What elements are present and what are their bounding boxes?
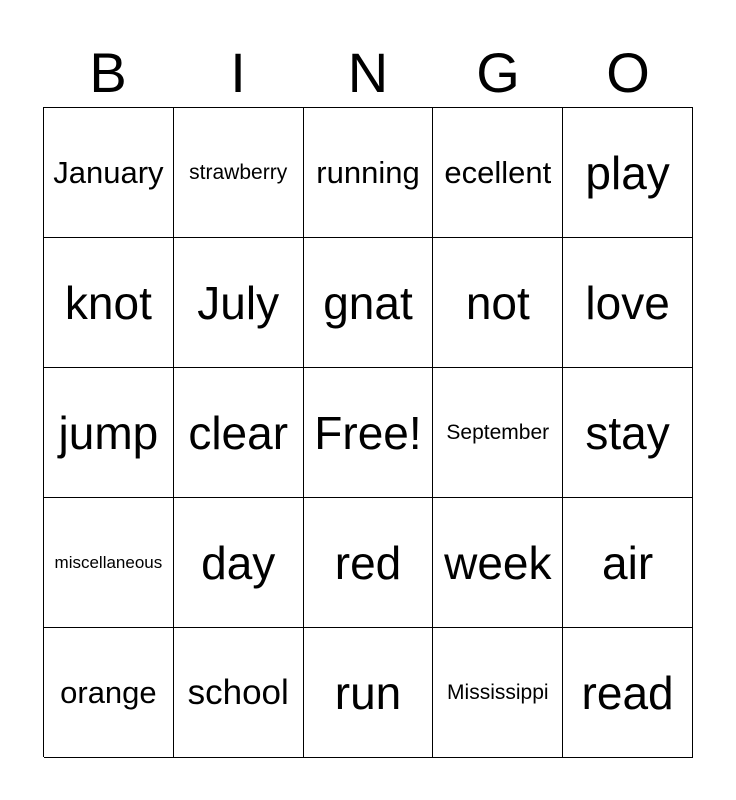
board-row-3 bbox=[44, 368, 693, 498]
bingo-cell[interactable]: gnat bbox=[304, 238, 434, 368]
bingo-cell[interactable]: ecellent bbox=[433, 108, 563, 238]
bingo-cell[interactable]: play bbox=[563, 108, 693, 238]
board-row-2 bbox=[44, 238, 693, 368]
bingo-board bbox=[43, 107, 693, 757]
bingo-cell[interactable]: strawberry bbox=[174, 108, 304, 238]
bingo-cell[interactable]: clear bbox=[174, 368, 304, 498]
bingo-cell[interactable]: read bbox=[563, 628, 693, 758]
bingo-cell[interactable]: miscellaneous bbox=[44, 498, 174, 628]
bingo-cell[interactable]: love bbox=[563, 238, 693, 368]
bingo-cell[interactable]: week bbox=[433, 498, 563, 628]
board-row-5 bbox=[44, 628, 693, 758]
board-row-4 bbox=[44, 498, 693, 628]
header-letter-n: N bbox=[347, 41, 389, 104]
bingo-cell[interactable]: Mississippi bbox=[433, 628, 563, 758]
bingo-cell[interactable]: stay bbox=[563, 368, 693, 498]
header-letter-b: B bbox=[89, 41, 127, 104]
bingo-header bbox=[43, 40, 693, 106]
bingo-cell[interactable]: running bbox=[304, 108, 434, 238]
bingo-cell[interactable]: red bbox=[304, 498, 434, 628]
header-letter-o: O bbox=[606, 41, 650, 104]
bingo-cell[interactable]: September bbox=[433, 368, 563, 498]
bingo-cell[interactable]: orange bbox=[44, 628, 174, 758]
bingo-cell[interactable]: day bbox=[174, 498, 304, 628]
bingo-cell[interactable]: January bbox=[44, 108, 174, 238]
bingo-cell[interactable]: jump bbox=[44, 368, 174, 498]
bingo-cell[interactable]: knot bbox=[44, 238, 174, 368]
free-space-cell[interactable]: Free! bbox=[304, 368, 434, 498]
bingo-cell[interactable]: run bbox=[304, 628, 434, 758]
bingo-cell[interactable]: school bbox=[174, 628, 304, 758]
board-row-1 bbox=[44, 108, 693, 238]
header-letter-i: I bbox=[230, 41, 246, 104]
bingo-cell[interactable]: not bbox=[433, 238, 563, 368]
header-letter-g: G bbox=[476, 41, 520, 104]
bingo-cell[interactable]: July bbox=[174, 238, 304, 368]
bingo-cell[interactable]: air bbox=[563, 498, 693, 628]
